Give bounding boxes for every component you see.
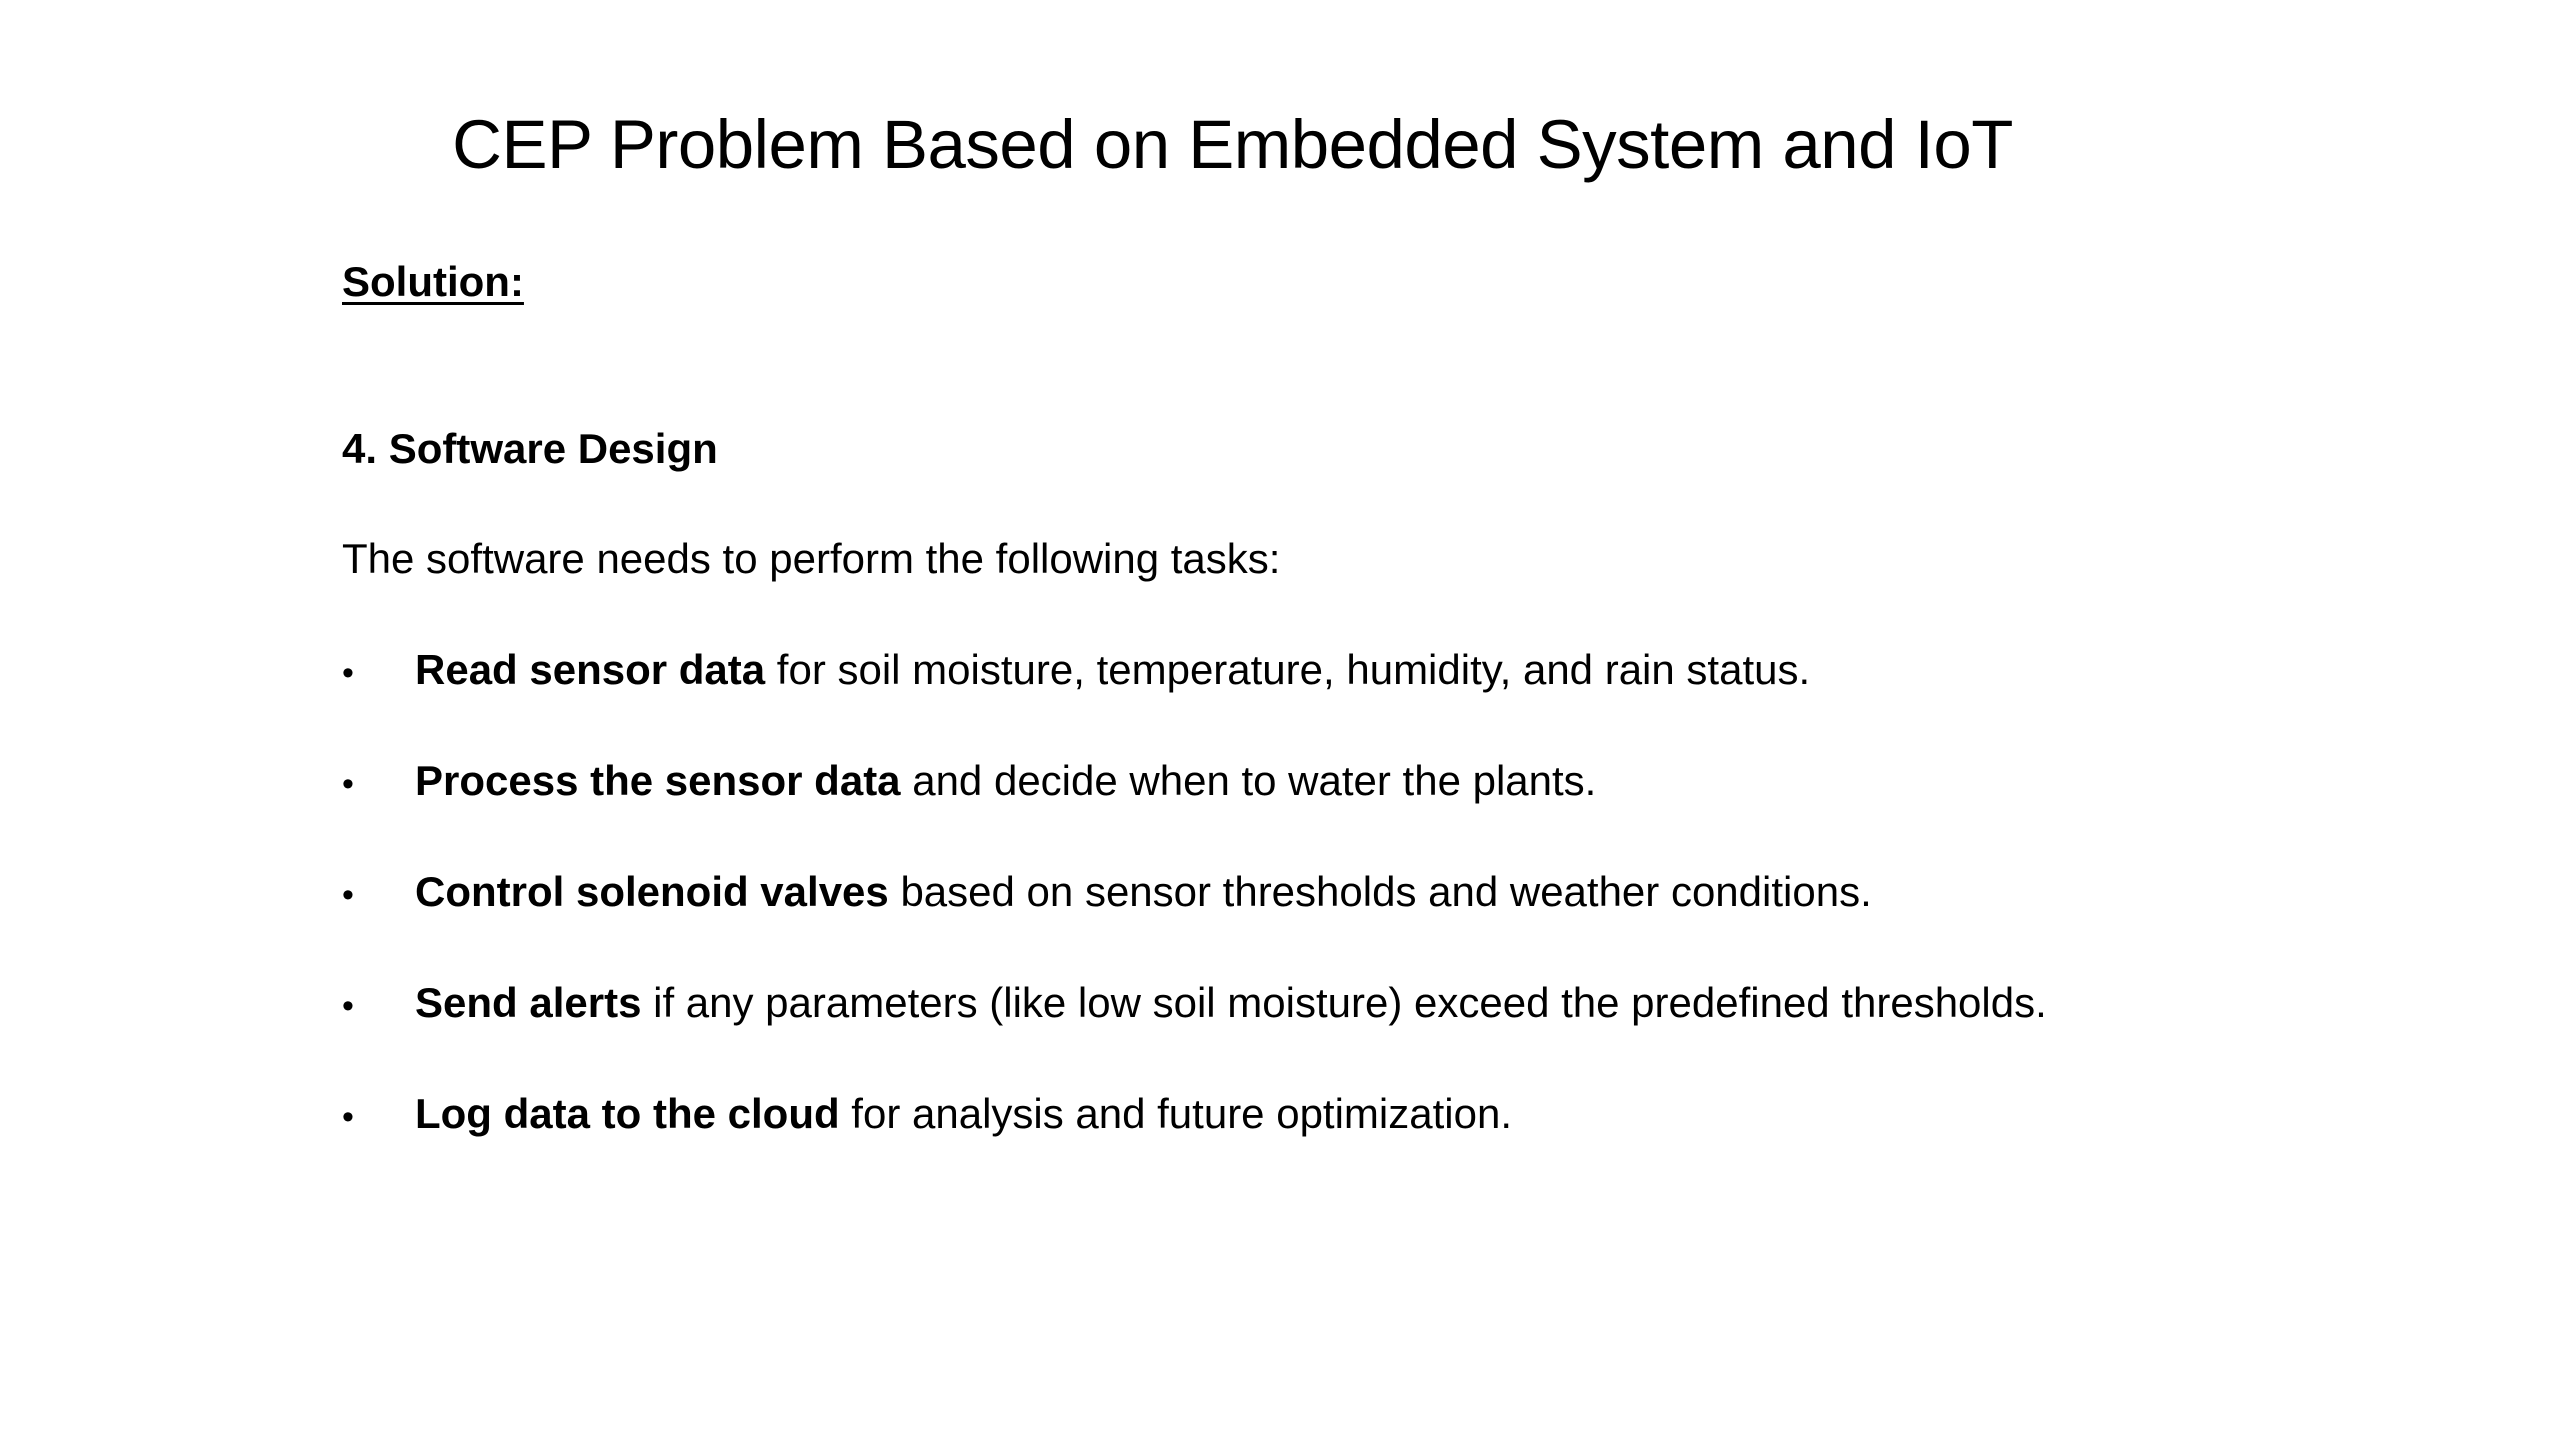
task-bold-text: Read sensor data	[415, 646, 766, 693]
bullet-icon: •	[342, 1098, 354, 1136]
task-text	[415, 751, 1596, 811]
task-bold-text: Send alerts	[415, 979, 642, 1026]
intro-text: The software needs to perform the following tasks:	[342, 535, 1281, 582]
task-text	[415, 1084, 1512, 1144]
solution-heading: Solution:	[342, 258, 524, 305]
task-rest-text: for analysis and future optimization.	[839, 1090, 1512, 1137]
task-text	[415, 640, 1810, 700]
bullet-icon: •	[342, 654, 354, 692]
task-rest-text: for soil moisture, temperature, humidity, and rain status.	[765, 646, 1811, 693]
task-rest-text: based on sensor thresholds and weather conditions.	[888, 868, 1872, 915]
task-rest-text: if any parameters (like low soil moisture) exceed the predefined thresholds.	[641, 979, 2047, 1026]
bullet-icon: •	[342, 765, 354, 803]
bullet-icon: •	[342, 987, 354, 1025]
section-heading: 4. Software Design	[342, 425, 718, 472]
bullet-icon: •	[342, 876, 354, 914]
task-rest-text: and decide when to water the plants.	[900, 757, 1597, 804]
task-text	[415, 862, 1872, 922]
slide-title: CEP Problem Based on Embedded System and IoT	[452, 106, 2013, 183]
task-bold-text: Control solenoid valves	[415, 868, 889, 915]
task-bold-text: Log data to the cloud	[415, 1090, 840, 1137]
task-text	[415, 973, 2047, 1033]
task-bold-text: Process the sensor data	[415, 757, 901, 804]
